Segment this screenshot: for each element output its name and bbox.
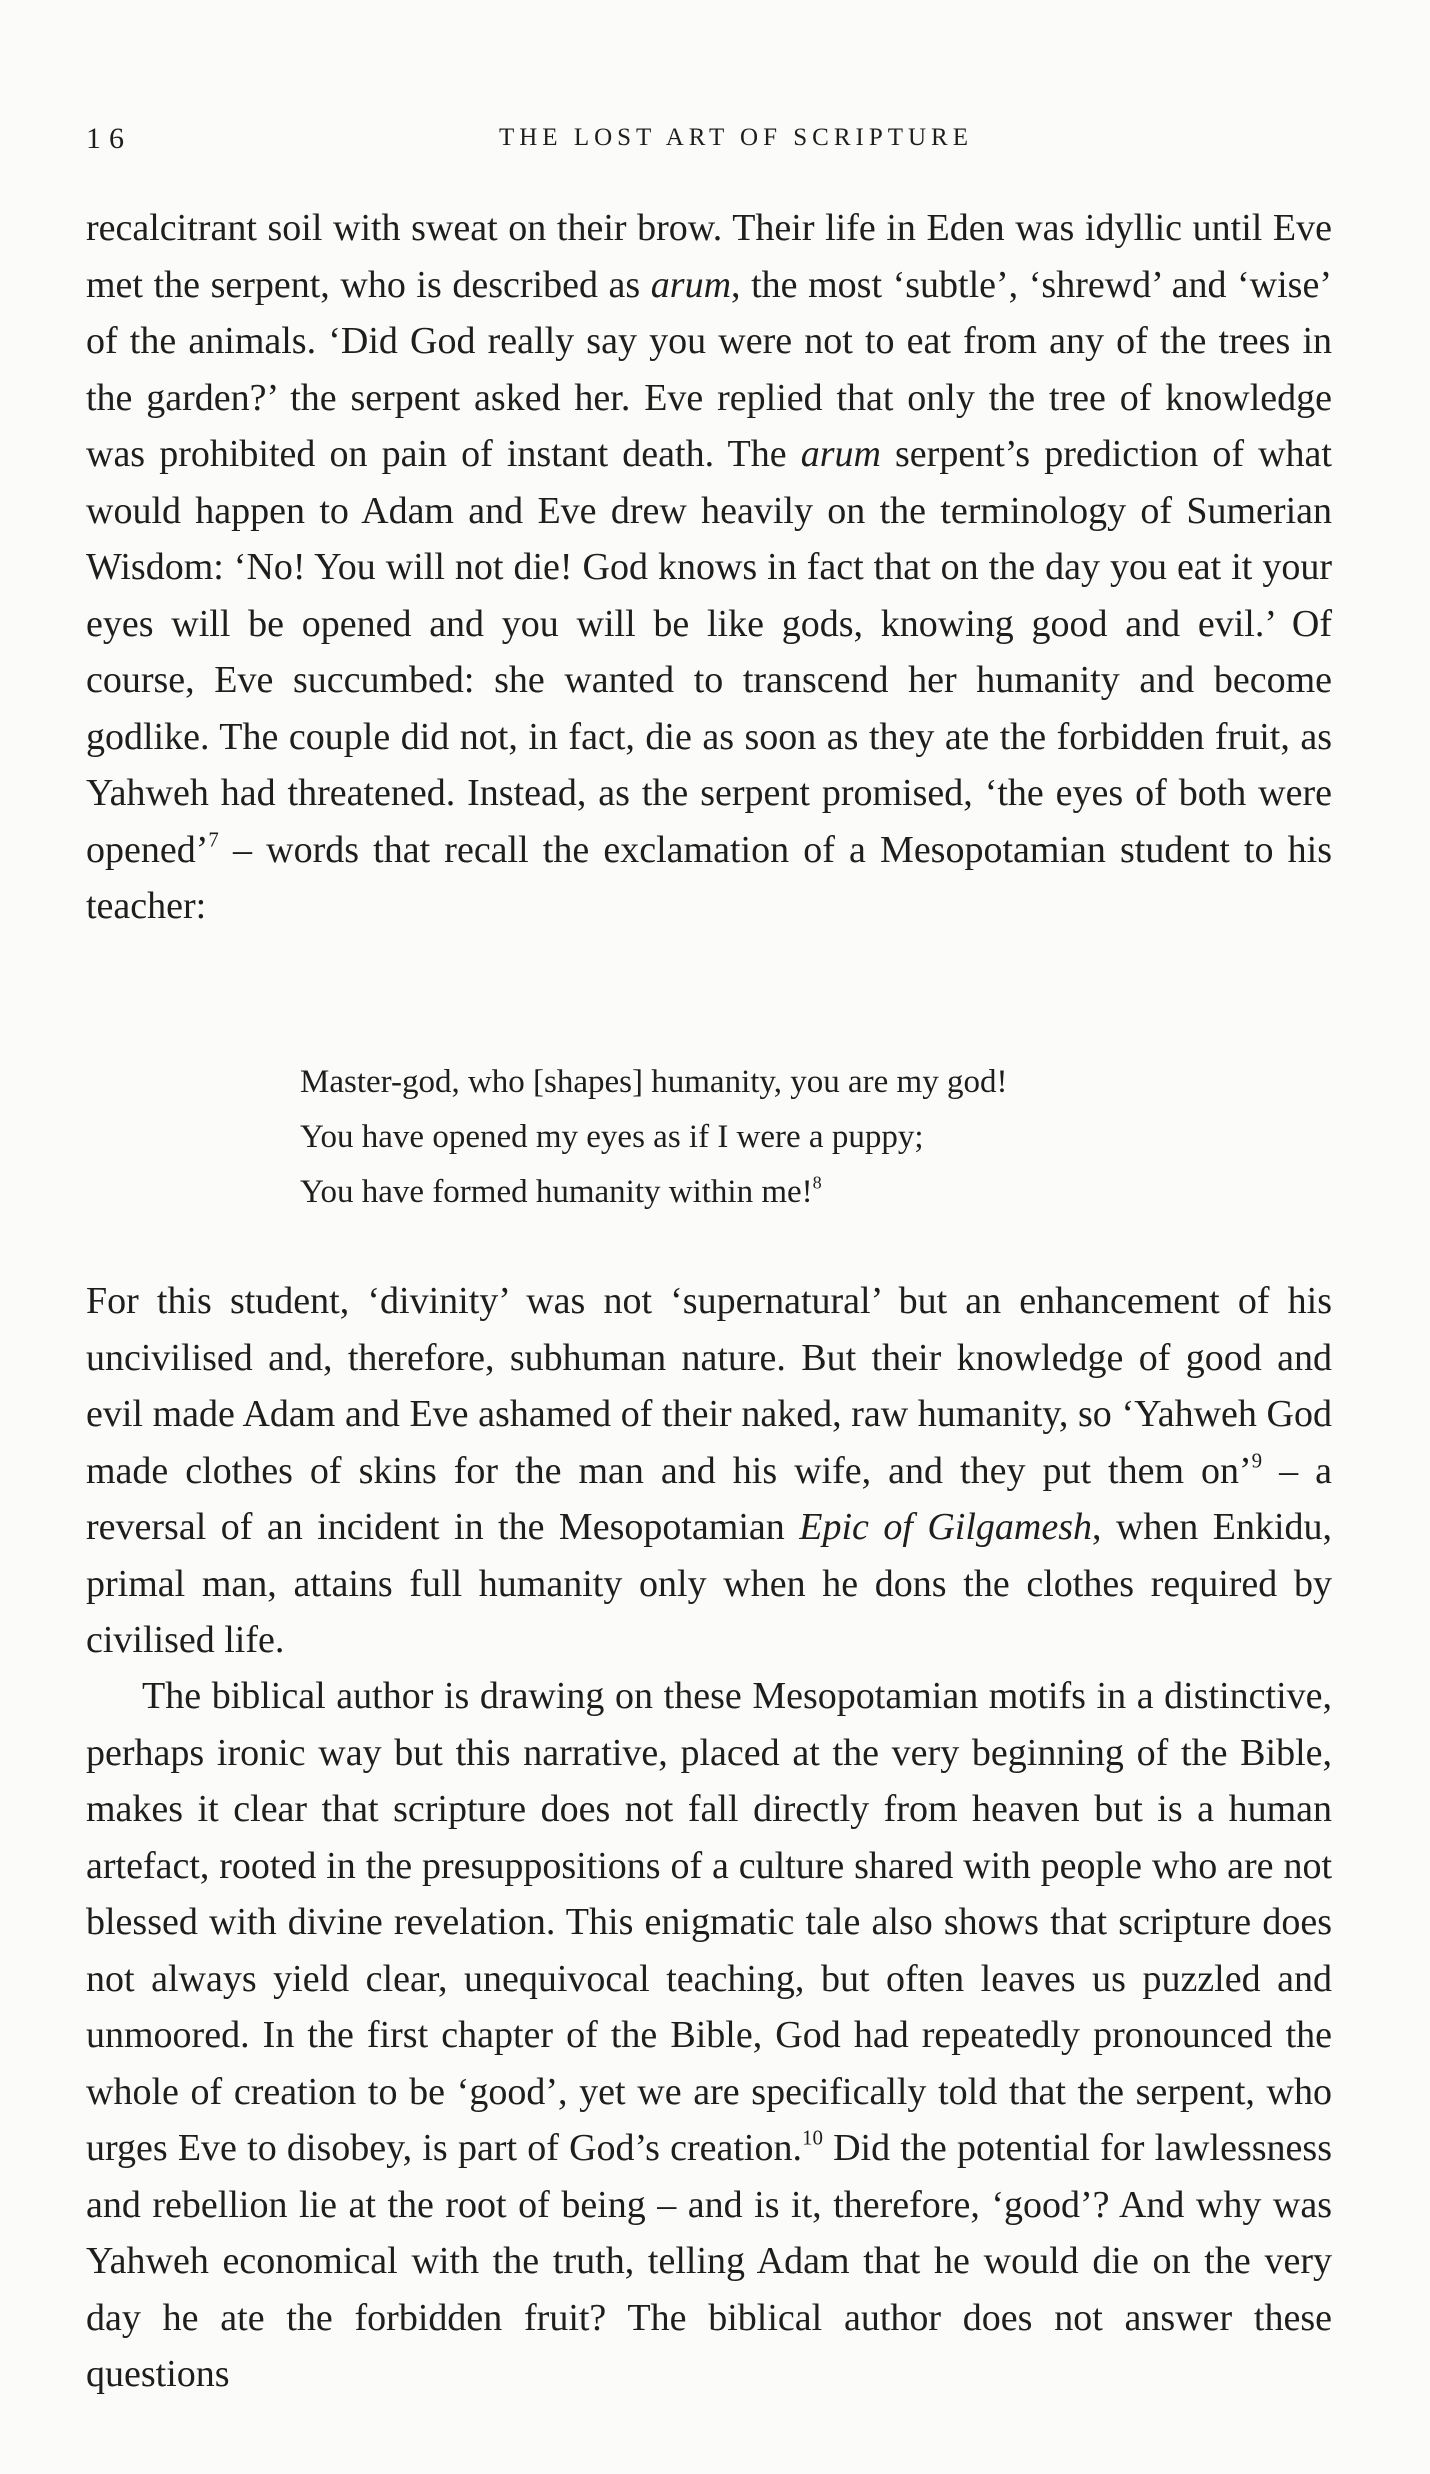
block-quote [300, 1055, 1300, 1220]
page-number: 16 [86, 122, 132, 155]
footnote-marker: 9 [1251, 1447, 1263, 1472]
italic-term: arum [800, 433, 881, 475]
footnote-marker: 10 [802, 2125, 823, 2150]
paragraph-text: recalcitrant soil with sweat on their brow. Their life in Eden was idyllic until Eve met the serpent, who is described as [86, 207, 1332, 306]
quote-line: You have formed humanity within me! [300, 1174, 813, 1210]
quote-line: You have opened my eyes as if I were a puppy; [300, 1119, 924, 1155]
running-title: THE LOST ART OF SCRIPTURE [498, 124, 974, 151]
paragraph-text: Did the potential for lawlessness and rebellion lie at the root of being – and is it, therefore, ‘good’? And why was Yahweh economical with the truth, telling Adam that he would die on the very day he ate the forbidden fruit? The biblical author does not answer these questions [86, 2127, 1332, 2395]
quote-line: Master-god, who [shapes] humanity, you are my god! [300, 1064, 1008, 1100]
paragraph-text: , when Enkidu, primal man, attains full humanity only when he dons the clothes required by civilised life. [86, 1506, 1332, 1661]
footnote-marker: 8 [812, 1172, 822, 1193]
paragraph-text: For this student, ‘divinity’ was not ‘supernatural’ but an enhancement of his uncivilised and, therefore, subhuman nature. But their knowledge of good and evil made Adam and Eve ashamed of their naked, raw humanity, so ‘Yahweh God made clothes of skins for the man and his wife, and they put them on’ [86, 1280, 1332, 1492]
paragraph-text: – words that recall the exclamation of a Mesopotamian student to his teacher: [86, 828, 1332, 927]
paragraph-text: – a reversal of an incident in the Mesopotamian [86, 1449, 1332, 1548]
paragraph-text: , the most ‘subtle’, ‘shrewd’ and ‘wise’ of the animals. ‘Did God really say you were not to eat from any of the trees in the garden?’ the serpent asked her. Eve replied that only the tree of knowledge was prohibited on pain of instant death. The [86, 263, 1332, 475]
italic-term: arum [650, 263, 732, 306]
paragraph-text: serpent’s prediction of what would happen to Adam and Eve drew heavily on the terminology of Sumerian Wisdom: ‘No! You will not die! God knows in fact that on the day you eat it your eyes will be opened and you will be like gods, knowing good and evil.’ Of course, Eve succumbed: she wanted to transcend her humanity and become godlike. The couple did not, in fact, die as soon as they ate the forbidden fruit, as Yahweh had threatened. Instead, as the serpent promised, ‘the eyes of both were opened’ [86, 433, 1332, 871]
italic-title: Epic of Gilgamesh [799, 1506, 1092, 1548]
paragraph [86, 1273, 1332, 1669]
paragraph-text: The biblical author is drawing on these Mesopotamian motifs in a distinctive, perhaps ironic way but this narrative, placed at the very beginning of the Bible, makes it clear that scripture does not fall directly from heaven but is a human artefact, rooted in the presuppositions of a culture shared with people who are not blessed with divine revelation. This enigmatic tale also shows that scripture does not always yield clear, unequivocal teaching, but often leaves us puzzled and unmoored. In the first chapter of the Bible, God had repeatedly pronounced the whole of creation to be ‘good’, yet we are specifically told that the serpent, who urges Eve to disobey, is part of God’s creation. [86, 1675, 1332, 2169]
footnote-marker: 7 [208, 826, 219, 851]
paragraph-continued [86, 200, 1332, 935]
running-head [86, 122, 1334, 162]
paragraph [86, 1668, 1332, 2403]
